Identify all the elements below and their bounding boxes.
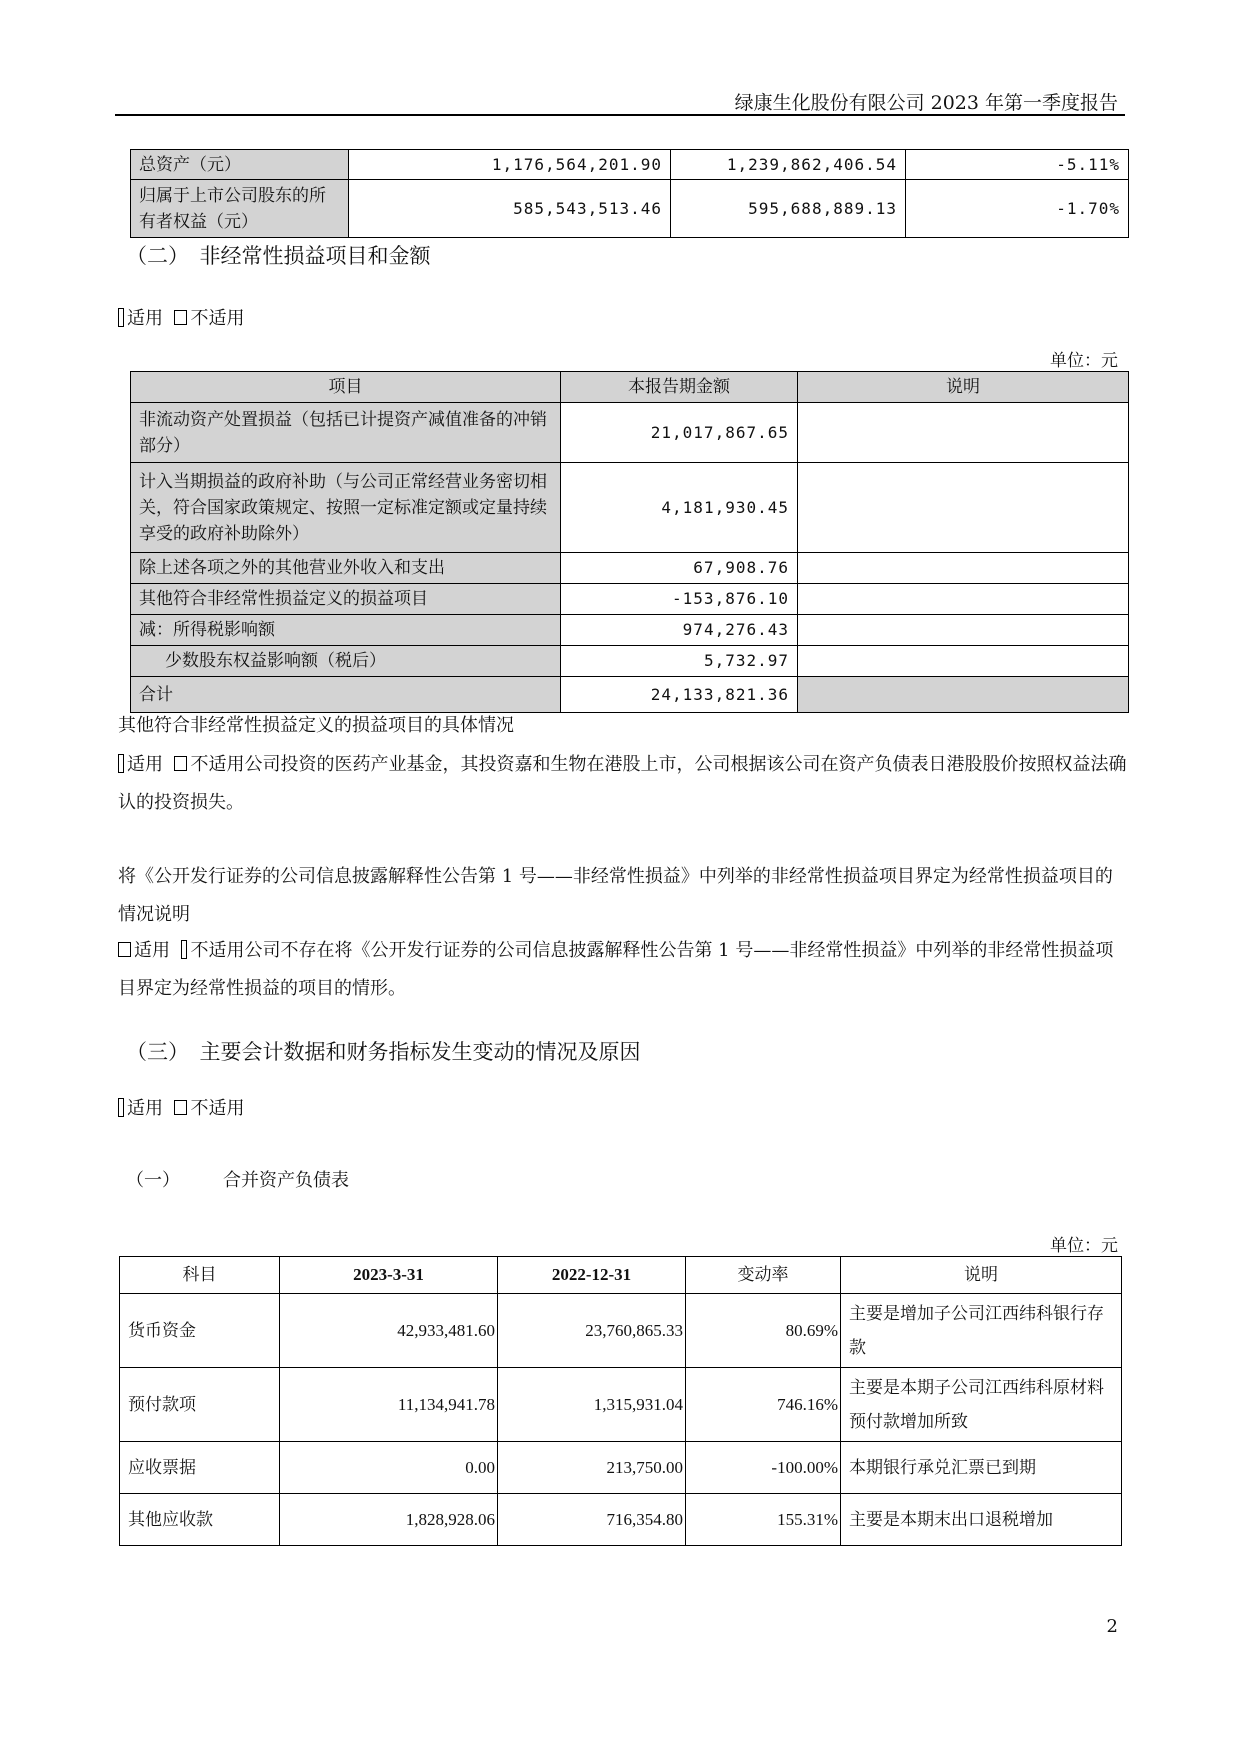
- checkbox-icon: [174, 1100, 187, 1115]
- row-label: 归属于上市公司股东的所有者权益（元）: [131, 180, 349, 238]
- section-title: （二） 非经常性损益项目和金额: [126, 244, 431, 268]
- note-cell: 主要是本期末出口退税增加: [841, 1494, 1122, 1546]
- item-cell: 除上述各项之外的其他营业外收入和支出: [131, 553, 561, 584]
- balance-sheet-changes-table: [119, 1256, 1122, 1546]
- item-cell: 少数股东权益影响额（税后）: [131, 646, 561, 677]
- unit-label: 单位：元: [1050, 1236, 1118, 1256]
- note-cell: [798, 553, 1129, 584]
- rate-cell: 155.31%: [686, 1494, 841, 1546]
- applicable-label: 适用: [127, 754, 163, 775]
- applicability-line: [118, 300, 1128, 338]
- amount-cell: -153,876.10: [561, 584, 798, 615]
- item-cell: 减：所得税影响额: [131, 615, 561, 646]
- applicable-label: 适用: [127, 1098, 163, 1119]
- column-header: 科目: [120, 1257, 280, 1294]
- explain-text: 不适用公司不存在将《公开发行证券的公司信息披露解释性公告第 1 号——非经常性损益》中列举的非经常性损益项目界定为经常性损益的项目的情形。: [118, 940, 1114, 999]
- note-cell: [798, 463, 1129, 553]
- item-cell: 计入当期损益的政府补助（与公司正常经营业务密切相关，符合国家政策规定、按照一定标准定额或定量持续享受的政府补助除外）: [131, 463, 561, 553]
- non-recurring-table: [130, 371, 1129, 713]
- table-row: [131, 646, 1129, 677]
- table-header-row: [131, 372, 1129, 403]
- other-items-body: [118, 746, 1128, 822]
- checked-checkbox-icon: [118, 308, 124, 327]
- column-header: 变动率: [686, 1257, 841, 1294]
- amount-cell: 21,017,867.65: [561, 403, 798, 463]
- table-row: [131, 584, 1129, 615]
- checked-checkbox-icon: [118, 754, 124, 773]
- table-row: [120, 1442, 1122, 1494]
- applicable-label: 适用: [127, 308, 163, 329]
- table-header-row: [120, 1257, 1122, 1294]
- note-cell: [798, 403, 1129, 463]
- checkbox-icon: [174, 310, 187, 325]
- item-cell: 预付款项: [120, 1368, 280, 1442]
- item-cell: 非流动资产处置损益（包括已计提资产减值准备的冲销部分）: [131, 403, 561, 463]
- table-row: [120, 1294, 1122, 1368]
- checkbox-icon: [118, 942, 131, 957]
- rate-cell: -100.00%: [686, 1442, 841, 1494]
- column-header: 说明: [798, 372, 1129, 403]
- table-row: [131, 615, 1129, 646]
- table-row: [131, 463, 1129, 553]
- amount-cell: 67,908.76: [561, 553, 798, 584]
- note-cell: 主要是增加子公司江西纬科银行存款: [841, 1294, 1122, 1368]
- note-cell: 本期银行承兑汇票已到期: [841, 1442, 1122, 1494]
- header-divider: [115, 114, 1125, 116]
- not-applicable-label: 不适用: [190, 308, 245, 329]
- value-cell: 42,933,481.60: [280, 1294, 498, 1368]
- value-cell: 716,354.80: [498, 1494, 686, 1546]
- applicability-line: [118, 1090, 1128, 1128]
- other-items-text: 不适用公司投资的医药产业基金，其投资嘉和生物在港股上市，公司根据该公司在资产负债表日港股股价按照权益法确认的投资损失。: [118, 754, 1127, 813]
- value-cell: 585,543,513.46: [349, 180, 671, 238]
- asset-summary-table: [130, 149, 1129, 238]
- item-cell: 货币资金: [120, 1294, 280, 1368]
- rate-cell: 80.69%: [686, 1294, 841, 1368]
- not-applicable-label: 不适用: [190, 1098, 245, 1119]
- subsection-number: （一）: [126, 1170, 180, 1191]
- table-row: [120, 1368, 1122, 1442]
- section-title: （三） 主要会计数据和财务指标发生变动的情况及原因: [126, 1040, 641, 1064]
- table-row: [131, 180, 1129, 238]
- item-cell: 其他符合非经常性损益定义的损益项目: [131, 584, 561, 615]
- amount-cell: 5,732.97: [561, 646, 798, 677]
- note-cell: 主要是本期子公司江西纬科原材料预付款增加所致: [841, 1368, 1122, 1442]
- explain-body: [118, 932, 1128, 1008]
- table-row: [131, 553, 1129, 584]
- unit-label: 单位：元: [1050, 351, 1118, 371]
- value-cell: 0.00: [280, 1442, 498, 1494]
- value-cell: 1,239,862,406.54: [671, 150, 906, 180]
- column-header: 2022-12-31: [498, 1257, 686, 1294]
- amount-cell: 974,276.43: [561, 615, 798, 646]
- item-cell: 应收票据: [120, 1442, 280, 1494]
- column-header: 本报告期金额: [561, 372, 798, 403]
- value-cell: 11,134,941.78: [280, 1368, 498, 1442]
- column-header: 说明: [841, 1257, 1122, 1294]
- checkbox-icon: [174, 756, 187, 771]
- item-cell: 其他应收款: [120, 1494, 280, 1546]
- row-label: 总资产（元）: [131, 150, 349, 180]
- subsection-title: 合并资产负债表: [223, 1170, 349, 1191]
- column-header: 2023-3-31: [280, 1257, 498, 1294]
- other-items-title: 其他符合非经常性损益定义的损益项目的具体情况: [118, 715, 514, 736]
- value-cell: 595,688,889.13: [671, 180, 906, 238]
- table-row: [131, 150, 1129, 180]
- page-number: 2: [1106, 1616, 1118, 1637]
- amount-cell: 4,181,930.45: [561, 463, 798, 553]
- value-cell: 1,828,928.06: [280, 1494, 498, 1546]
- value-cell: 213,750.00: [498, 1442, 686, 1494]
- column-header: 项目: [131, 372, 561, 403]
- value-cell: 1,315,931.04: [498, 1368, 686, 1442]
- checked-checkbox-icon: [181, 940, 187, 959]
- item-cell: 合计: [131, 677, 561, 713]
- change-cell: -5.11%: [906, 150, 1129, 180]
- rate-cell: 746.16%: [686, 1368, 841, 1442]
- report-header-title: 绿康生化股份有限公司 2023 年第一季度报告: [734, 92, 1118, 114]
- value-cell: 1,176,564,201.90: [349, 150, 671, 180]
- amount-cell: 24,133,821.36: [561, 677, 798, 713]
- applicable-label: 适用: [134, 940, 170, 961]
- note-cell: [798, 646, 1129, 677]
- table-row: [120, 1494, 1122, 1546]
- table-row: [131, 403, 1129, 463]
- explain-title: 将《公开发行证券的公司信息披露解释性公告第 1 号——非经常性损益》中列举的非经常性损益项目界定为经常性损益项目的情况说明: [118, 866, 1113, 925]
- checked-checkbox-icon: [118, 1098, 124, 1117]
- note-cell: [798, 615, 1129, 646]
- change-cell: -1.70%: [906, 180, 1129, 238]
- value-cell: 23,760,865.33: [498, 1294, 686, 1368]
- note-cell: [798, 584, 1129, 615]
